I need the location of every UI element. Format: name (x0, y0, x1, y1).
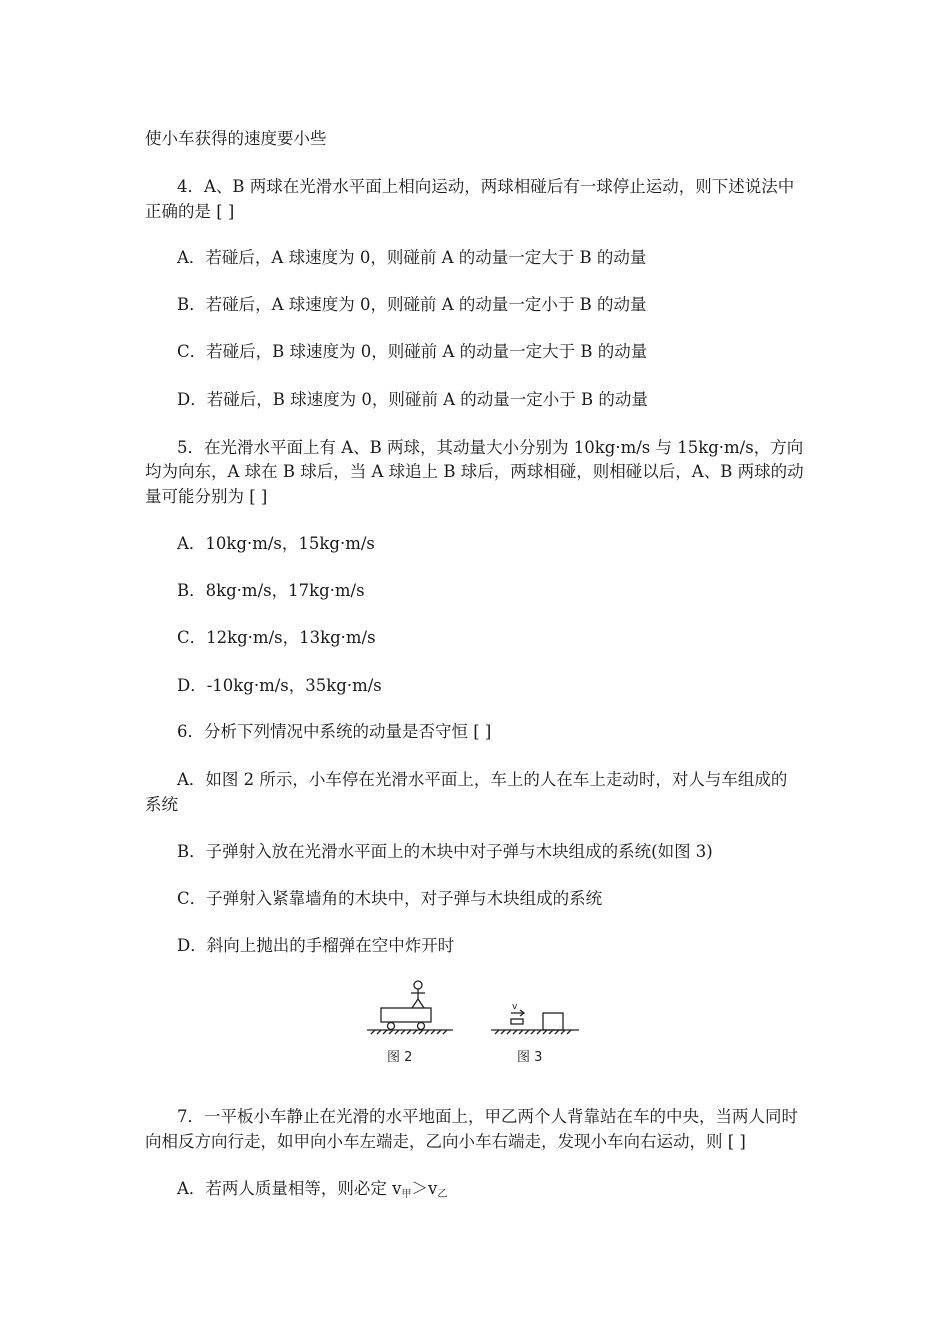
question-4-option-c: C．若碰后，B 球速度为 0，则碰前 A 的动量一定大于 B 的动量 (177, 342, 648, 361)
text-line: 使小车获得的速度要小些 (145, 129, 327, 148)
question-5-option-d: D．-10kg·m/s，35kg·m/s (177, 676, 382, 695)
figure-2-label: 图 2 (387, 1050, 413, 1065)
question-5-stem: 5．在光滑水平面上有 A、B 两球，其动量大小分别为 10kg·m/s 与 15kg·m/s，方向 (177, 438, 804, 457)
question-7-stem: 7．一平板小车静止在光滑的水平地面上，甲乙两个人背靠站在车的中央，当两人同时 (177, 1107, 798, 1126)
question-5-option-a: A．10kg·m/s，15kg·m/s (177, 534, 375, 553)
question-4-option-a: A．若碰后，A 球速度为 0，则碰前 A 的动量一定大于 B 的动量 (177, 248, 647, 267)
greater-than-v: ＞v (411, 1179, 438, 1198)
question-6-option-b: B．子弹射入放在光滑水平面上的木块中对子弹与木块组成的系统(如图 3) (177, 842, 713, 861)
question-5-stem-cont: 均为向东，A 球在 B 球后，当 A 球追上 B 球后，两球相碰，则相碰以后，A、B 两球的动 (145, 462, 804, 481)
question-6-option-a-cont: 系统 (145, 795, 178, 814)
question-5-option-b: B．8kg·m/s，17kg·m/s (177, 581, 365, 600)
question-6-stem: 6．分析下列情况中系统的动量是否守恒 [ ] (177, 722, 492, 741)
subscript-yi: 乙 (437, 1189, 448, 1200)
question-7-stem-cont: 向相反方向行走，如甲向小车左端走，乙向小车右端走，发现小车向右运动，则 [ ] (145, 1132, 746, 1151)
question-6-option-a: A．如图 2 所示，小车停在光滑水平面上，车上的人在车上走动时，对人与车组成的 (177, 770, 788, 789)
question-5-stem-cont-2: 量可能分别为 [ ] (145, 487, 268, 506)
figure-3-bullet-and-block (491, 1010, 579, 1034)
subscript-jia: 甲 (401, 1189, 412, 1200)
question-6-option-c: C．子弹射入紧靠墙角的木块中，对子弹与木块组成的系统 (177, 889, 603, 908)
figures-2-3 (363, 975, 593, 1067)
question-5-option-c: C．12kg·m/s，13kg·m/s (177, 628, 376, 647)
question-4-option-b: B．若碰后，A 球速度为 0，则碰前 A 的动量一定小于 B 的动量 (177, 295, 647, 314)
question-4-stem: 4．A、B 两球在光滑水平面上相向运动，两球相碰后有一球停止运动，则下述说法中 (177, 177, 795, 196)
question-7-option-a (177, 1177, 447, 1204)
figure-2-cart-with-person (367, 981, 453, 1034)
figure-3-label: 图 3 (517, 1050, 543, 1065)
velocity-label: v (512, 1002, 518, 1012)
question-4-option-d: D．若碰后，B 球速度为 0，则碰前 A 的动量一定小于 B 的动量 (177, 390, 648, 409)
option-a-text: A．若两人质量相等，则必定 v (177, 1179, 402, 1198)
question-6-option-d: D．斜向上抛出的手榴弹在空中炸开时 (177, 936, 455, 955)
question-4-stem-cont: 正确的是 [ ] (145, 202, 235, 221)
